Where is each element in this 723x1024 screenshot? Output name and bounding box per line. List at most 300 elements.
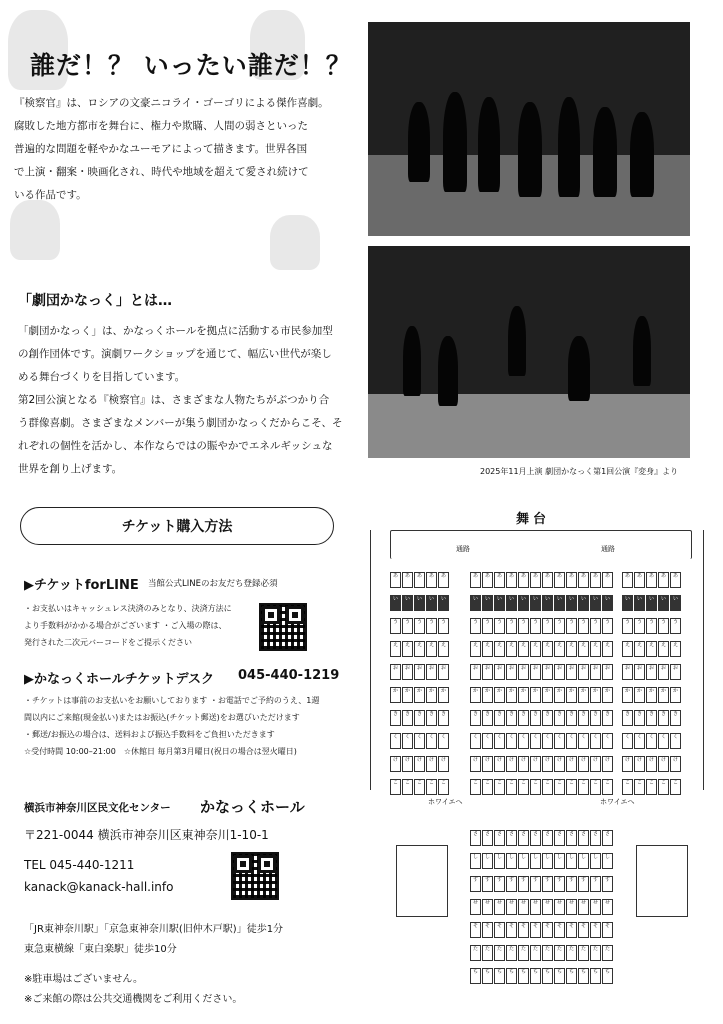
seat[interactable]: ち (602, 968, 613, 984)
seat[interactable]: か (670, 687, 681, 703)
seat[interactable]: こ (494, 779, 505, 795)
seat[interactable]: ち (590, 968, 601, 984)
seat[interactable]: こ (482, 779, 493, 795)
seat[interactable]: え (438, 641, 449, 657)
venue-email[interactable]: kanack@kanack-hall.info (24, 880, 174, 894)
seat[interactable]: あ (542, 572, 553, 588)
seat[interactable]: き (438, 710, 449, 726)
seat[interactable]: え (494, 641, 505, 657)
seat[interactable]: き (566, 710, 577, 726)
seat[interactable]: う (578, 618, 589, 634)
seat[interactable]: け (634, 756, 645, 772)
seat[interactable]: し (470, 853, 481, 869)
seat[interactable]: ち (470, 968, 481, 984)
seat[interactable]: こ (426, 779, 437, 795)
seat[interactable]: あ (670, 572, 681, 588)
seat[interactable]: け (402, 756, 413, 772)
seat[interactable]: か (658, 687, 669, 703)
seat[interactable]: い (634, 595, 645, 611)
seat[interactable]: こ (646, 779, 657, 795)
seat[interactable]: お (634, 664, 645, 680)
seat[interactable]: ち (566, 968, 577, 984)
seat[interactable]: か (482, 687, 493, 703)
seat[interactable]: く (566, 733, 577, 749)
seat[interactable]: し (554, 853, 565, 869)
desk-phone[interactable]: 045-440-1219 (238, 668, 340, 683)
seat[interactable]: そ (494, 922, 505, 938)
seat[interactable]: あ (438, 572, 449, 588)
seat[interactable]: え (426, 641, 437, 657)
seat[interactable]: お (622, 664, 633, 680)
seat[interactable]: お (542, 664, 553, 680)
seat[interactable]: か (566, 687, 577, 703)
seat[interactable]: た (542, 945, 553, 961)
seat[interactable]: く (494, 733, 505, 749)
seat[interactable]: お (482, 664, 493, 680)
seat[interactable]: う (482, 618, 493, 634)
seat[interactable]: し (482, 853, 493, 869)
seat[interactable]: く (670, 733, 681, 749)
seat[interactable]: あ (470, 572, 481, 588)
seat[interactable]: あ (634, 572, 645, 588)
seat[interactable]: か (602, 687, 613, 703)
seat[interactable]: き (590, 710, 601, 726)
line-qr-code[interactable] (259, 603, 307, 651)
seat[interactable]: し (494, 853, 505, 869)
seat[interactable]: く (622, 733, 633, 749)
seat[interactable]: え (566, 641, 577, 657)
seat[interactable]: う (390, 618, 401, 634)
seat[interactable]: い (518, 595, 529, 611)
seat[interactable]: け (670, 756, 681, 772)
seat[interactable]: ち (494, 968, 505, 984)
seat[interactable]: う (438, 618, 449, 634)
seat[interactable]: す (590, 876, 601, 892)
seat[interactable]: す (602, 876, 613, 892)
seat[interactable]: た (506, 945, 517, 961)
seat[interactable]: し (506, 853, 517, 869)
seat[interactable]: こ (634, 779, 645, 795)
seat[interactable]: あ (566, 572, 577, 588)
seat[interactable]: す (494, 876, 505, 892)
seat[interactable]: い (402, 595, 413, 611)
seat[interactable]: え (518, 641, 529, 657)
seat[interactable]: い (670, 595, 681, 611)
seat[interactable]: せ (554, 899, 565, 915)
seat[interactable]: く (414, 733, 425, 749)
seat[interactable]: お (414, 664, 425, 680)
seat[interactable]: せ (578, 899, 589, 915)
seat[interactable]: え (590, 641, 601, 657)
seat[interactable]: い (658, 595, 669, 611)
seat[interactable]: た (470, 945, 481, 961)
seat[interactable]: う (554, 618, 565, 634)
seat[interactable]: す (566, 876, 577, 892)
seat[interactable]: く (602, 733, 613, 749)
seat[interactable]: い (542, 595, 553, 611)
seat[interactable]: こ (590, 779, 601, 795)
seat[interactable]: お (590, 664, 601, 680)
seat[interactable]: そ (554, 922, 565, 938)
seat[interactable]: う (414, 618, 425, 634)
seat[interactable]: き (658, 710, 669, 726)
seat[interactable]: き (578, 710, 589, 726)
seat[interactable]: こ (670, 779, 681, 795)
seat[interactable]: け (518, 756, 529, 772)
seat[interactable]: せ (494, 899, 505, 915)
seat[interactable]: こ (438, 779, 449, 795)
seat[interactable]: こ (578, 779, 589, 795)
seat[interactable]: し (530, 853, 541, 869)
seat[interactable]: え (530, 641, 541, 657)
seat[interactable]: え (658, 641, 669, 657)
seat[interactable]: き (622, 710, 633, 726)
seat[interactable]: か (590, 687, 601, 703)
seat[interactable]: せ (518, 899, 529, 915)
seat[interactable]: さ (602, 830, 613, 846)
seat[interactable]: こ (566, 779, 577, 795)
seat[interactable]: さ (506, 830, 517, 846)
seat[interactable]: え (646, 641, 657, 657)
seat[interactable]: う (590, 618, 601, 634)
seat[interactable]: し (590, 853, 601, 869)
seat[interactable]: す (530, 876, 541, 892)
seat[interactable]: す (518, 876, 529, 892)
seat[interactable]: い (426, 595, 437, 611)
seat[interactable]: か (622, 687, 633, 703)
seat[interactable]: さ (518, 830, 529, 846)
seat[interactable]: か (494, 687, 505, 703)
seat[interactable]: か (578, 687, 589, 703)
seat[interactable]: さ (542, 830, 553, 846)
venue-tel[interactable]: TEL 045-440-1211 (24, 858, 135, 872)
seat[interactable]: か (506, 687, 517, 703)
seat[interactable]: ち (542, 968, 553, 984)
seat[interactable]: う (542, 618, 553, 634)
seat[interactable]: き (602, 710, 613, 726)
seat[interactable]: か (634, 687, 645, 703)
seat[interactable]: こ (542, 779, 553, 795)
seat[interactable]: こ (402, 779, 413, 795)
seat[interactable]: え (634, 641, 645, 657)
seat[interactable]: あ (506, 572, 517, 588)
seat[interactable]: た (590, 945, 601, 961)
seat[interactable]: い (470, 595, 481, 611)
seat[interactable]: そ (482, 922, 493, 938)
seat[interactable]: さ (482, 830, 493, 846)
seat[interactable]: う (402, 618, 413, 634)
seat[interactable]: あ (494, 572, 505, 588)
seat[interactable]: い (414, 595, 425, 611)
seat[interactable]: す (542, 876, 553, 892)
seat[interactable]: い (646, 595, 657, 611)
seat[interactable]: え (578, 641, 589, 657)
seat[interactable]: け (590, 756, 601, 772)
seat[interactable]: あ (578, 572, 589, 588)
seat[interactable]: き (426, 710, 437, 726)
seat[interactable]: あ (554, 572, 565, 588)
seat[interactable]: き (542, 710, 553, 726)
seat[interactable]: せ (566, 899, 577, 915)
seat[interactable]: そ (542, 922, 553, 938)
seat[interactable]: お (470, 664, 481, 680)
seat[interactable]: い (530, 595, 541, 611)
seat[interactable]: こ (470, 779, 481, 795)
seat[interactable]: た (554, 945, 565, 961)
seat[interactable]: け (506, 756, 517, 772)
seat[interactable]: け (658, 756, 669, 772)
seat[interactable]: か (438, 687, 449, 703)
seat[interactable]: き (494, 710, 505, 726)
seat[interactable]: あ (426, 572, 437, 588)
seat[interactable]: う (470, 618, 481, 634)
seat[interactable]: う (670, 618, 681, 634)
seat[interactable]: く (634, 733, 645, 749)
seat[interactable]: け (494, 756, 505, 772)
seat[interactable]: ち (506, 968, 517, 984)
seat[interactable]: ち (530, 968, 541, 984)
seat[interactable]: う (426, 618, 437, 634)
seat[interactable]: す (554, 876, 565, 892)
seat[interactable]: そ (566, 922, 577, 938)
seat[interactable]: さ (494, 830, 505, 846)
seat[interactable]: あ (390, 572, 401, 588)
seat[interactable]: い (554, 595, 565, 611)
seat[interactable]: し (578, 853, 589, 869)
seat[interactable]: ち (554, 968, 565, 984)
seat[interactable]: お (530, 664, 541, 680)
seat[interactable]: け (438, 756, 449, 772)
seat[interactable]: す (578, 876, 589, 892)
seat[interactable]: き (554, 710, 565, 726)
seat[interactable]: さ (530, 830, 541, 846)
seat[interactable]: せ (506, 899, 517, 915)
seat[interactable]: お (402, 664, 413, 680)
seat[interactable]: う (494, 618, 505, 634)
seat[interactable]: え (482, 641, 493, 657)
seat[interactable]: さ (470, 830, 481, 846)
seat[interactable]: し (542, 853, 553, 869)
seat[interactable]: お (390, 664, 401, 680)
seat[interactable]: く (646, 733, 657, 749)
seat[interactable]: く (506, 733, 517, 749)
seat[interactable]: ち (518, 968, 529, 984)
seat[interactable]: く (590, 733, 601, 749)
seat[interactable]: い (566, 595, 577, 611)
seat[interactable]: た (578, 945, 589, 961)
seat[interactable]: こ (530, 779, 541, 795)
seat[interactable]: お (602, 664, 613, 680)
seat[interactable]: え (622, 641, 633, 657)
seat[interactable]: せ (542, 899, 553, 915)
seat[interactable]: し (602, 853, 613, 869)
seat[interactable]: か (402, 687, 413, 703)
seat[interactable]: そ (506, 922, 517, 938)
seat[interactable]: こ (518, 779, 529, 795)
seat[interactable]: せ (602, 899, 613, 915)
seat[interactable]: た (494, 945, 505, 961)
seat[interactable]: た (518, 945, 529, 961)
seat[interactable]: ち (578, 968, 589, 984)
seat[interactable]: こ (506, 779, 517, 795)
seat[interactable]: か (530, 687, 541, 703)
seat[interactable]: そ (518, 922, 529, 938)
seat[interactable]: き (518, 710, 529, 726)
seat[interactable]: け (426, 756, 437, 772)
seat[interactable]: け (602, 756, 613, 772)
seat[interactable]: そ (578, 922, 589, 938)
seat[interactable]: か (426, 687, 437, 703)
seat[interactable]: う (602, 618, 613, 634)
seat[interactable]: い (482, 595, 493, 611)
seat[interactable]: き (530, 710, 541, 726)
seat[interactable]: か (518, 687, 529, 703)
seat[interactable]: え (554, 641, 565, 657)
seat[interactable]: う (622, 618, 633, 634)
seat[interactable]: け (470, 756, 481, 772)
seat[interactable]: い (590, 595, 601, 611)
seat[interactable]: あ (658, 572, 669, 588)
seat[interactable]: い (578, 595, 589, 611)
seat[interactable]: す (506, 876, 517, 892)
seat[interactable]: あ (622, 572, 633, 588)
seat[interactable]: あ (602, 572, 613, 588)
seat[interactable]: か (390, 687, 401, 703)
seat[interactable]: か (542, 687, 553, 703)
seat[interactable]: く (482, 733, 493, 749)
seat[interactable]: あ (518, 572, 529, 588)
seat[interactable]: う (658, 618, 669, 634)
seat[interactable]: か (646, 687, 657, 703)
seat[interactable]: か (470, 687, 481, 703)
seat[interactable]: く (402, 733, 413, 749)
seat[interactable]: お (426, 664, 437, 680)
seat[interactable]: せ (482, 899, 493, 915)
seat[interactable]: こ (414, 779, 425, 795)
seat[interactable]: け (578, 756, 589, 772)
seat[interactable]: こ (658, 779, 669, 795)
seat[interactable]: こ (602, 779, 613, 795)
seat[interactable]: え (390, 641, 401, 657)
seat[interactable]: い (390, 595, 401, 611)
seat[interactable]: あ (646, 572, 657, 588)
seat[interactable]: き (482, 710, 493, 726)
seat[interactable]: お (658, 664, 669, 680)
seat[interactable]: お (494, 664, 505, 680)
seat[interactable]: お (578, 664, 589, 680)
seat[interactable]: き (670, 710, 681, 726)
seat[interactable]: ち (482, 968, 493, 984)
seat[interactable]: そ (602, 922, 613, 938)
seat[interactable]: く (530, 733, 541, 749)
seat[interactable]: い (438, 595, 449, 611)
seat[interactable]: そ (590, 922, 601, 938)
seat[interactable]: せ (470, 899, 481, 915)
seat[interactable]: お (554, 664, 565, 680)
seat[interactable]: う (646, 618, 657, 634)
seat[interactable]: さ (590, 830, 601, 846)
seat[interactable]: え (402, 641, 413, 657)
seat[interactable]: お (438, 664, 449, 680)
seat[interactable]: き (402, 710, 413, 726)
seat[interactable]: う (634, 618, 645, 634)
seat[interactable]: い (506, 595, 517, 611)
seat[interactable]: か (554, 687, 565, 703)
seat[interactable]: こ (554, 779, 565, 795)
seat[interactable]: え (542, 641, 553, 657)
seat[interactable]: け (542, 756, 553, 772)
seat[interactable]: け (646, 756, 657, 772)
seat[interactable]: け (414, 756, 425, 772)
seat[interactable]: き (414, 710, 425, 726)
seat[interactable]: く (438, 733, 449, 749)
seat[interactable]: う (518, 618, 529, 634)
seat[interactable]: う (506, 618, 517, 634)
seat[interactable]: く (426, 733, 437, 749)
seat[interactable]: け (390, 756, 401, 772)
seat[interactable]: う (530, 618, 541, 634)
seat[interactable]: え (414, 641, 425, 657)
seat[interactable]: く (390, 733, 401, 749)
seat[interactable]: せ (590, 899, 601, 915)
seat[interactable]: た (482, 945, 493, 961)
seat[interactable]: た (530, 945, 541, 961)
seat[interactable]: あ (590, 572, 601, 588)
seat[interactable]: き (646, 710, 657, 726)
seat[interactable]: き (470, 710, 481, 726)
seat[interactable]: け (530, 756, 541, 772)
seat[interactable]: す (470, 876, 481, 892)
seat[interactable]: い (602, 595, 613, 611)
seat[interactable]: お (506, 664, 517, 680)
seat[interactable]: う (566, 618, 577, 634)
seat[interactable]: い (622, 595, 633, 611)
seat[interactable]: お (670, 664, 681, 680)
seat[interactable]: あ (414, 572, 425, 588)
seat[interactable]: し (566, 853, 577, 869)
seat[interactable]: く (658, 733, 669, 749)
seat[interactable]: た (566, 945, 577, 961)
seat[interactable]: あ (482, 572, 493, 588)
seat[interactable]: お (646, 664, 657, 680)
seat[interactable]: く (518, 733, 529, 749)
venue-qr-code[interactable] (231, 852, 279, 900)
seat[interactable]: た (602, 945, 613, 961)
seat[interactable]: け (622, 756, 633, 772)
seat[interactable]: さ (566, 830, 577, 846)
seat[interactable]: え (470, 641, 481, 657)
seat[interactable]: あ (530, 572, 541, 588)
seat[interactable]: す (482, 876, 493, 892)
seat[interactable]: く (554, 733, 565, 749)
seat[interactable]: く (578, 733, 589, 749)
seat[interactable]: く (542, 733, 553, 749)
seat[interactable]: け (566, 756, 577, 772)
seat[interactable]: さ (578, 830, 589, 846)
seat[interactable]: さ (554, 830, 565, 846)
seat[interactable]: え (602, 641, 613, 657)
seat[interactable]: こ (622, 779, 633, 795)
seat[interactable]: せ (530, 899, 541, 915)
seat[interactable]: あ (402, 572, 413, 588)
seat[interactable]: お (518, 664, 529, 680)
seat[interactable]: か (414, 687, 425, 703)
seat[interactable]: え (670, 641, 681, 657)
seat[interactable]: お (566, 664, 577, 680)
seat[interactable]: し (518, 853, 529, 869)
seat[interactable]: け (482, 756, 493, 772)
seat[interactable]: く (470, 733, 481, 749)
